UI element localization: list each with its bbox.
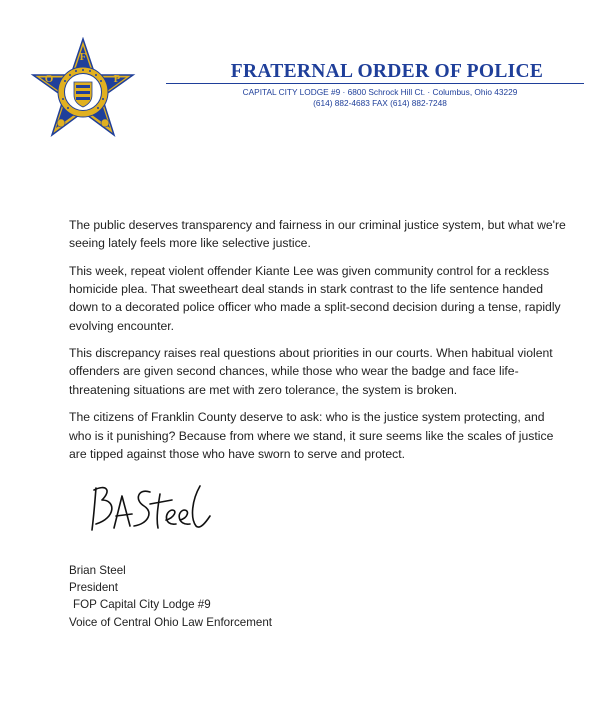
handwritten-signature <box>86 478 216 538</box>
signer-tagline: Voice of Central Ohio Law Enforcement <box>69 615 272 629</box>
signer-lodge: FOP Capital City Lodge #9 <box>73 598 211 612</box>
signature-block <box>69 562 272 631</box>
phone-line: (614) 882-4683 FAX (614) 882-7248 <box>313 98 447 108</box>
svg-text:F: F <box>79 51 87 63</box>
org-name: FRATERNAL ORDER OF POLICE <box>230 61 544 82</box>
paragraph: This discrepancy raises real questions about priorities in our courts. When habitual violent offenders are given second chances, while those who wear the badge and face life-threatening situations are met with zero tolerance, the system is broken. <box>69 346 553 397</box>
address-line: CAPITAL CITY LODGE #9 · 6800 Schrock Hill Ct. · Columbus, Ohio 43229 <box>242 87 518 97</box>
letterhead-rule <box>166 83 584 84</box>
fop-star-seal-icon <box>30 37 136 143</box>
svg-text:O: O <box>44 73 54 85</box>
signer-name: Brian Steel <box>69 564 126 577</box>
letterhead <box>150 61 590 83</box>
letter-body <box>69 216 569 472</box>
paragraph: The public deserves transparency and fairness in our criminal justice system, but what we're seeing lately feels more like selective justice. <box>69 218 566 251</box>
svg-text:P: P <box>113 73 121 85</box>
paragraph: The citizens of Franklin County deserve to ask: who is the justice system protecting, and who is it punishing? Because from where we stand, it sure seems like the scales of justice are tipped against those who have sworn to serve and protect. <box>69 410 554 461</box>
paragraph: This week, repeat violent offender Kiante Lee was given community control for a reckless homicide plea. That sweetheart deal stands in stark contrast to the life sentence handed down to a decorated police officer who made a split-second decision during a tense, rapidly evolving encounter. <box>69 263 561 333</box>
signer-title: President <box>69 581 118 595</box>
